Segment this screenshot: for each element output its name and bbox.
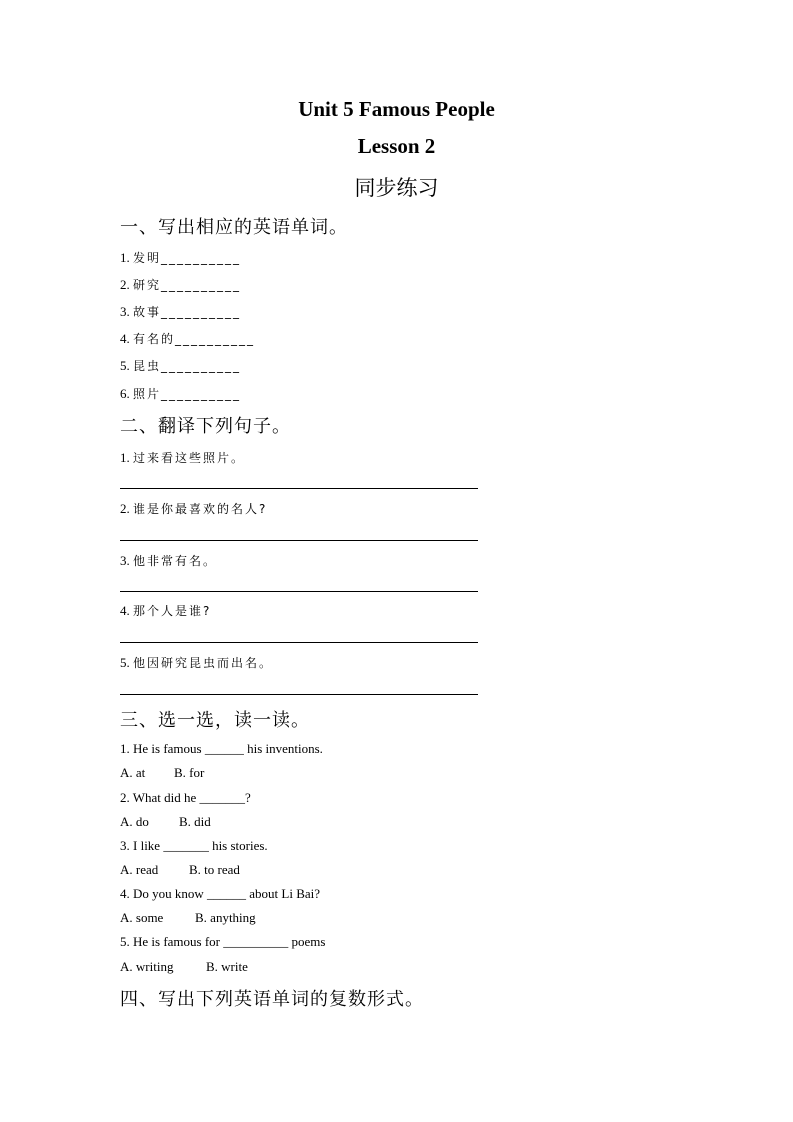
answer-line bbox=[120, 488, 478, 489]
vocab-item: 5. 昆虫__________ bbox=[120, 358, 242, 373]
translation-item: 1. 过来看这些照片。 bbox=[120, 450, 246, 465]
option-b: B. did bbox=[179, 814, 211, 829]
option-a: A. read bbox=[120, 862, 159, 877]
answer-options bbox=[120, 910, 256, 926]
section-2-heading: 二、翻译下列句子。 bbox=[120, 416, 291, 437]
question-text: 4. Do you know ______ about Li Bai? bbox=[120, 886, 321, 901]
translation-item: 4. 那个人是谁? bbox=[120, 603, 212, 618]
section-3-heading: 三、选一选，读一读。 bbox=[120, 710, 310, 731]
question-text: 2. What did he _______? bbox=[120, 790, 251, 805]
vocab-item: 2. 研究__________ bbox=[120, 277, 242, 292]
option-b: B. for bbox=[174, 765, 205, 780]
option-a: A. some bbox=[120, 910, 164, 925]
option-b: B. write bbox=[206, 959, 248, 974]
section-1-heading: 一、写出相应的英语单词。 bbox=[120, 217, 348, 238]
answer-line bbox=[120, 642, 478, 643]
option-b: B. anything bbox=[195, 910, 256, 925]
translation-item: 3. 他非常有名。 bbox=[120, 553, 218, 568]
translation-item: 5. 他因研究昆虫而出名。 bbox=[120, 655, 274, 670]
answer-options bbox=[120, 765, 204, 781]
vocab-item: 4. 有名的__________ bbox=[120, 331, 256, 346]
answer-options bbox=[120, 959, 248, 975]
option-b: B. to read bbox=[189, 862, 240, 877]
vocab-item: 1. 发明__________ bbox=[120, 250, 242, 265]
unit-title: Unit 5 Famous People bbox=[298, 97, 495, 121]
answer-line bbox=[120, 694, 478, 695]
question-text: 1. He is famous ______ his inventions. bbox=[120, 741, 323, 756]
translation-item: 2. 谁是你最喜欢的名人? bbox=[120, 501, 268, 516]
option-a: A. writing bbox=[120, 959, 174, 974]
lesson-title: Lesson 2 bbox=[357, 134, 436, 158]
answer-options bbox=[120, 862, 240, 878]
page-subtitle: 同步练习 bbox=[354, 176, 439, 200]
question-text: 3. I like _______ his stories. bbox=[120, 838, 268, 853]
vocab-item: 6. 照片__________ bbox=[120, 386, 242, 401]
section-4-heading: 四、写出下列英语单词的复数形式。 bbox=[120, 989, 424, 1010]
question-text: 5. He is famous for __________ poems bbox=[120, 934, 326, 949]
answer-line bbox=[120, 591, 478, 592]
option-a: A. at bbox=[120, 765, 146, 780]
vocab-item: 3. 故事__________ bbox=[120, 304, 242, 319]
answer-line bbox=[120, 540, 478, 541]
option-a: A. do bbox=[120, 814, 149, 829]
answer-options bbox=[120, 814, 211, 830]
